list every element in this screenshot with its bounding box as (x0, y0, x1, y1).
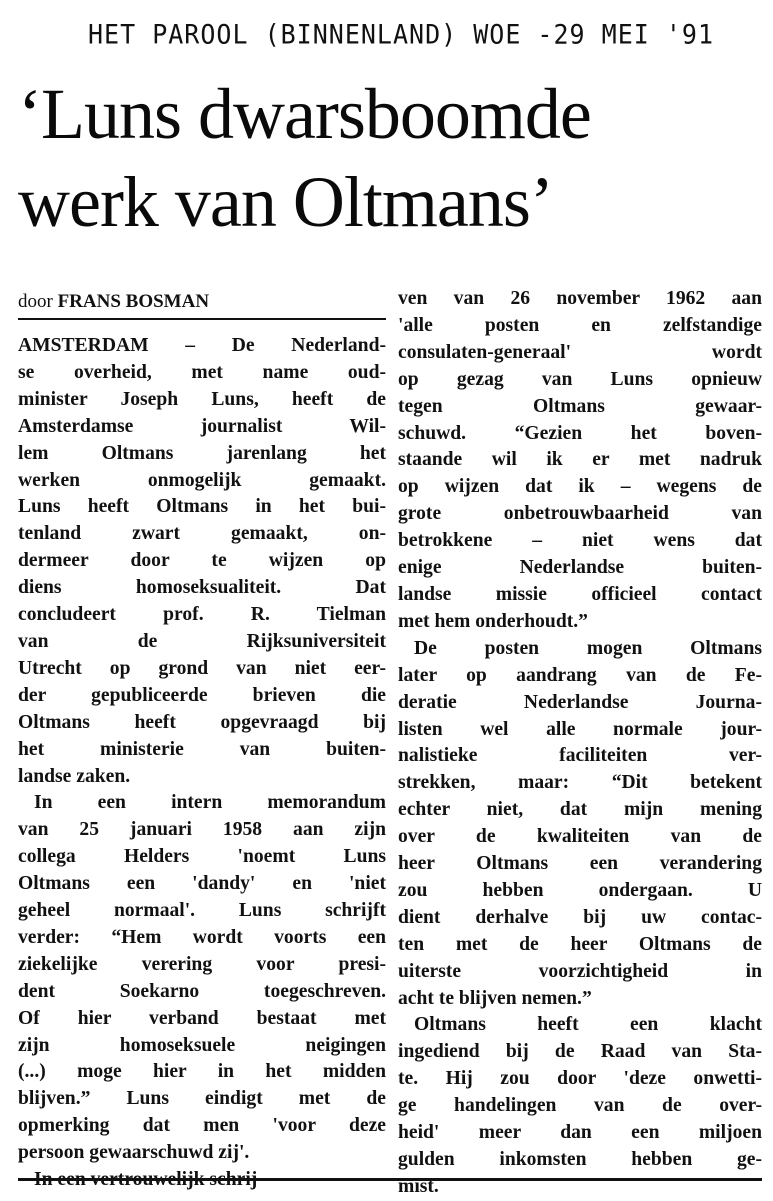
text-line: ingediend bij de Raad van Sta- (398, 1041, 762, 1063)
article-headline (18, 70, 763, 246)
text-line: heer Oltmans een verandering (398, 853, 762, 875)
text-line: Amsterdamse journalist Wil- (18, 415, 386, 437)
text-line: 'alle posten en zelfstandige (398, 314, 762, 336)
text-line: deratie Nederlandse Journa- (398, 691, 762, 713)
text-line: listen wel alle normale jour- (398, 718, 762, 740)
text-line: dient derhalve bij uw contac- (398, 906, 762, 928)
text-line: zou hebben ondergaan. U (398, 879, 762, 901)
text-line: echter niet, dat mijn mening (398, 799, 762, 821)
text-line: staande wil ik er met nadruk (398, 449, 762, 471)
text-line: In een vertrouwelijk schrij- (34, 1169, 264, 1191)
article-column-right (398, 286, 762, 1201)
text-line: grote onbetrouwbaarheid van (398, 503, 762, 525)
text-line: nalistieke faciliteiten ver- (398, 745, 762, 767)
text-line: uiterste voorzichtigheid in (398, 960, 762, 982)
text-line: minister Joseph Luns, heeft de (18, 388, 386, 410)
headline-line-1: ‘Luns dwarsboomde (18, 74, 591, 154)
text-line: Oltmans een 'dandy' en 'niet (18, 873, 386, 895)
text-line: enige Nederlandse buiten- (398, 557, 762, 579)
text-line: diens homoseksualiteit. Dat (18, 577, 386, 599)
byline-author: FRANS BOSMAN (57, 291, 210, 312)
text-line: op wijzen dat ik – wegens de (398, 476, 762, 498)
text-line: mist. (398, 1175, 439, 1197)
text-line: consulaten-generaal' wordt (398, 341, 762, 363)
text-line: Oltmans heeft een klacht (414, 1014, 762, 1036)
text-line: landse missie officieel contact (398, 583, 762, 605)
text-line: ziekelijke verering voor presi- (18, 953, 386, 975)
text-line: tenland zwart gemaakt, on- (18, 523, 386, 545)
handwritten-source-note: HET PAROOL (BINNENLAND) WOE -29 MEI '91 (88, 19, 714, 50)
text-line: verder: “Hem wordt voorts een (18, 926, 386, 948)
text-line: dent Soekarno toegeschreven. (18, 980, 386, 1002)
text-line: schuwd. “Gezien het boven- (398, 422, 762, 444)
text-line: van de Rijksuniversiteit (18, 630, 386, 652)
text-line: over de kwaliteiten van de (398, 826, 762, 848)
text-line: ten met de heer Oltmans de (398, 933, 762, 955)
text-line: tegen Oltmans gewaar- (398, 395, 762, 417)
text-line: ge handelingen van de over- (398, 1095, 762, 1117)
text-line: van 25 januari 1958 aan zijn (18, 819, 386, 841)
text-line: zijn homoseksuele neigingen (18, 1034, 386, 1056)
text-line: acht te blijven nemen.” (398, 987, 592, 1009)
text-line: dermeer door te wijzen op (18, 550, 386, 572)
text-line: later op aandrang van de Fe- (398, 664, 762, 686)
text-line: De posten mogen Oltmans (414, 637, 762, 659)
text-line: der gepubliceerde brieven die (18, 684, 386, 706)
text-line: gulden inkomsten hebben ge- (398, 1149, 762, 1170)
text-line: AMSTERDAM – De Nederland- (18, 335, 386, 356)
byline-prefix: door (18, 291, 53, 312)
text-line: Of hier verband bestaat met (18, 1007, 386, 1029)
text-line: betrokkene – niet wens dat (398, 530, 762, 552)
text-line: (...) moge hier in het midden (18, 1061, 386, 1083)
byline (18, 288, 386, 316)
text-line: geheel normaal'. Luns schrijft (18, 900, 386, 922)
text-line: op gezag van Luns opnieuw (398, 368, 762, 390)
byline-divider (18, 318, 386, 320)
headline-line-2: werk van Oltmans’ (18, 162, 553, 242)
bottom-divider (18, 1178, 762, 1181)
text-line: lem Oltmans jarenlang het (18, 442, 386, 464)
article-column-left (18, 333, 386, 1194)
text-line: werken onmogelijk gemaakt. (18, 469, 386, 491)
text-line: strekken, maar: “Dit betekent (398, 772, 762, 794)
text-line: landse zaken. (18, 765, 131, 787)
text-line: met hem onderhoudt.” (398, 610, 588, 632)
text-line: Luns heeft Oltmans in het bui- (18, 496, 386, 518)
text-line: opmerking dat men 'voor deze (18, 1115, 386, 1137)
text-line: Utrecht op grond van niet eer- (18, 657, 386, 679)
text-line: te. Hij zou door 'deze onwetti- (398, 1068, 762, 1090)
text-line: collega Helders 'noemt Luns (18, 846, 386, 868)
text-line: se overheid, met name oud- (18, 361, 386, 383)
text-line: concludeert prof. R. Tielman (18, 604, 386, 626)
text-line: ven van 26 november 1962 aan (398, 288, 762, 309)
text-line: blijven.” Luns eindigt met de (18, 1088, 386, 1110)
text-line: persoon gewaarschuwd zij'. (18, 1142, 250, 1164)
text-line: het ministerie van buiten- (18, 738, 386, 760)
text-line: In een intern memorandum (34, 792, 386, 814)
text-line: Oltmans heeft opgevraagd bij (18, 711, 386, 733)
text-line: heid' meer dan een miljoen (398, 1122, 762, 1144)
